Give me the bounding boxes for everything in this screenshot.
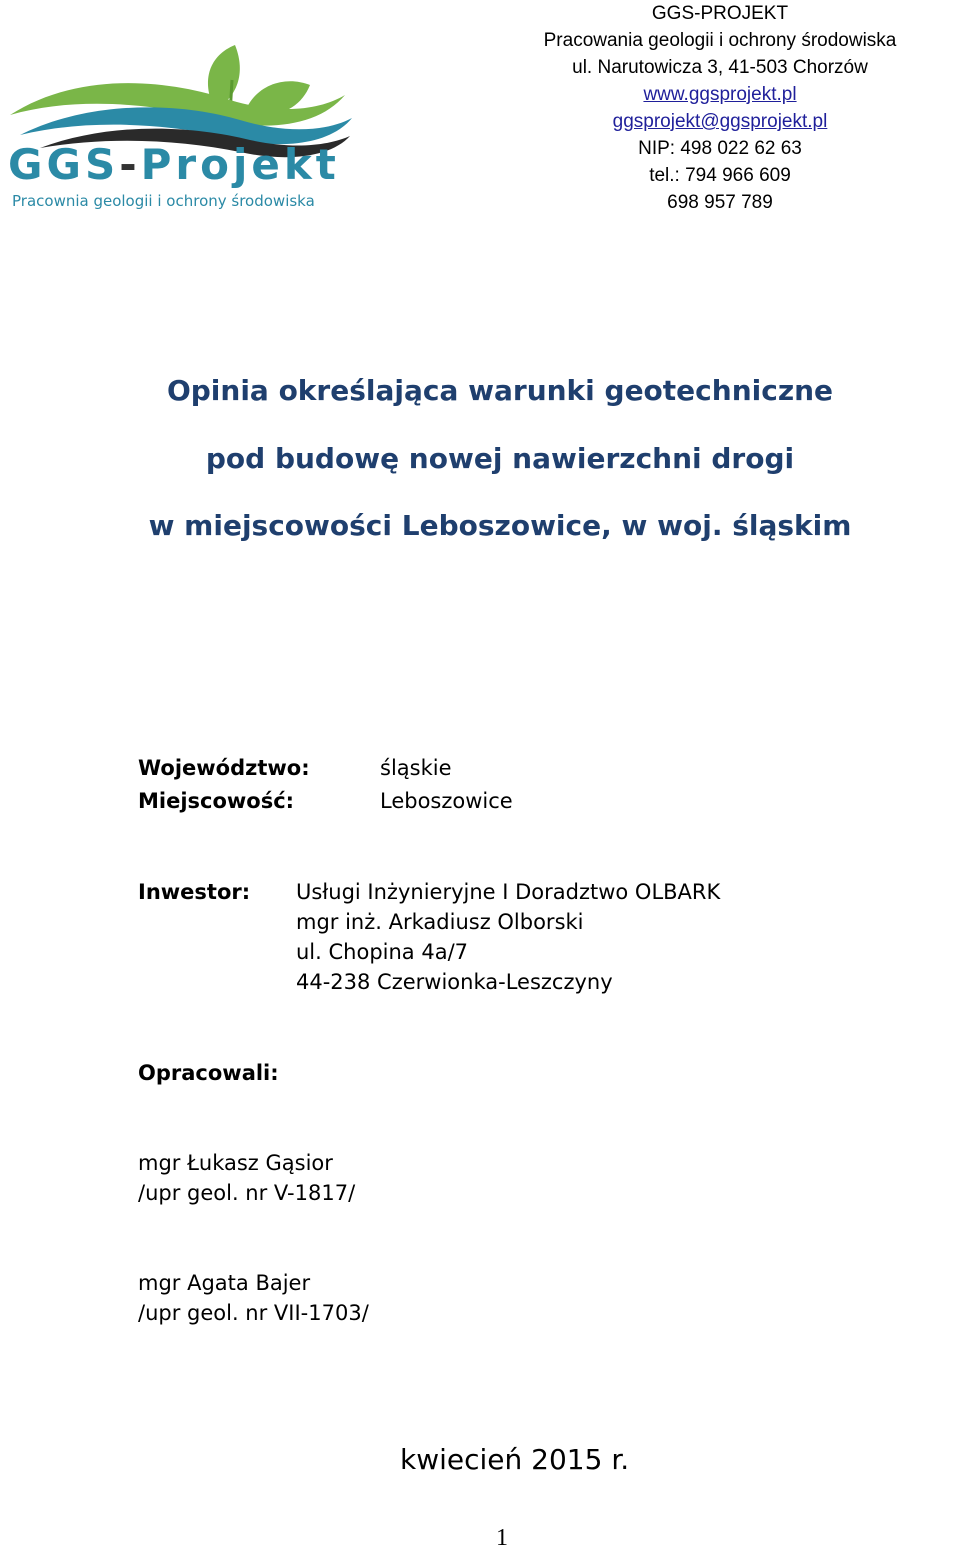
title-line-1: Opinia określająca warunki geotechniczne <box>166 374 834 407</box>
locality-label: Miejscowość: <box>138 789 295 813</box>
contact-block <box>510 0 930 216</box>
locality-value: Leboszowice <box>380 789 513 813</box>
logo-name-part2: Projekt <box>140 140 340 189</box>
document-date: kwiecień 2015 r. <box>400 1443 630 1476</box>
author-2-license: /upr geol. nr VII-1703/ <box>138 1301 369 1325</box>
voivodeship-value: śląskie <box>380 756 452 780</box>
logo-name <box>8 140 340 189</box>
logo-subtitle: Pracownia geologii i ochrony środowiska <box>12 192 315 210</box>
investor-line-4: 44-238 Czerwionka-Leszczyny <box>296 970 613 994</box>
page-number: 1 <box>496 1525 508 1551</box>
investor-line-2: mgr inż. Arkadiusz Olborski <box>296 910 584 934</box>
company-name: GGS-PROJEKT <box>651 3 789 24</box>
company-logo <box>0 40 370 220</box>
company-address: ul. Narutowicza 3, 41-503 Chorzów <box>572 57 868 78</box>
title-line-2: pod budowę nowej nawierzchni drogi <box>205 442 795 475</box>
authors-label: Opracowali: <box>138 1061 279 1085</box>
company-phone-2: 698 957 789 <box>667 192 773 213</box>
author-1-license: /upr geol. nr V-1817/ <box>138 1181 356 1205</box>
author-1-name: mgr Łukasz Gąsior <box>138 1151 333 1175</box>
investor-line-1: Usługi Inżynieryjne I Doradztwo OLBARK <box>296 880 721 904</box>
investor-line-3: ul. Chopina 4a/7 <box>296 940 468 964</box>
email-link[interactable]: ggsprojekt@ggsprojekt.pl <box>612 111 828 132</box>
title-line-3: w miejscowości Leboszowice, w woj. śląskim <box>148 509 852 542</box>
investor-label: Inwestor: <box>138 880 251 904</box>
website-link[interactable]: www.ggsprojekt.pl <box>643 84 797 105</box>
company-nip: NIP: 498 022 62 63 <box>638 138 802 159</box>
logo-name-part1: GGS <box>8 140 120 189</box>
logo-name-dash: - <box>119 140 141 189</box>
author-2-name: mgr Agata Bajer <box>138 1271 311 1295</box>
voivodeship-label: Województwo: <box>138 756 310 780</box>
company-tagline: Pracowania geologii i ochrony środowiska <box>543 30 897 51</box>
company-phone-1: tel.: 794 966 609 <box>649 165 791 186</box>
